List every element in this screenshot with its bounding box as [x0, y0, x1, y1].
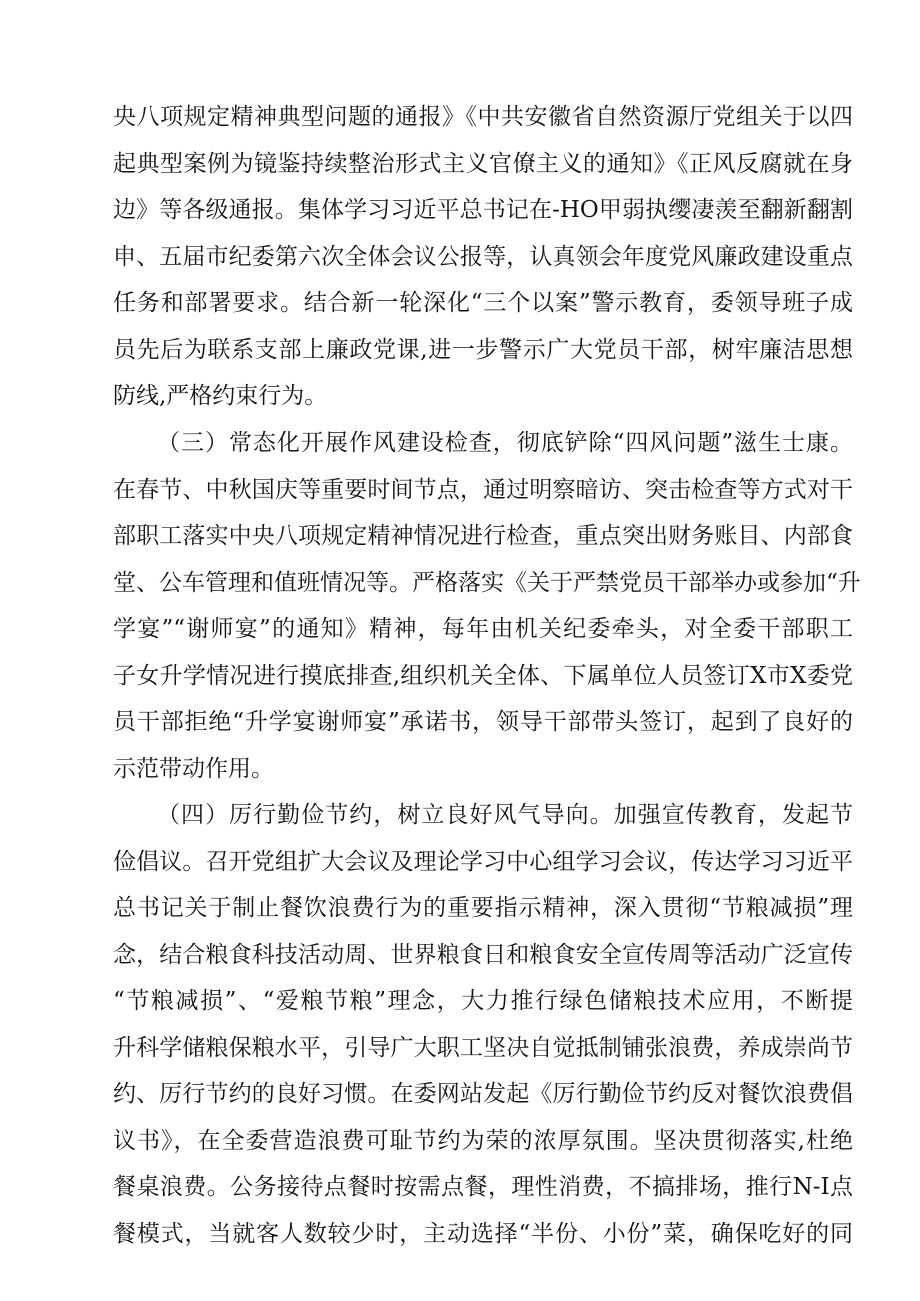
text-line: 念，结合粮食科技活动周、世界粮食日和粮食安全宣传周等活动广泛宣传 [113, 942, 853, 968]
text-line: 堂、公车管理和值班情况等。严格落实《关于严禁党员干部举办或参加“升 [113, 570, 861, 596]
text-line: 起典型案例为镜鉴持续整治形式主义官僚主义的通知》《正风反腐就在身 [113, 151, 853, 177]
section-heading-line: （三）常态化开展作风建设检查，彻底铲除“四风问题”滋生士康。 [157, 430, 853, 456]
text-line: 子女升学情况进行摸底排查,组织机关全体、下属单位人员签订X市X委党 [113, 663, 853, 689]
text-line: 餐桌浪费。公务接待点餐时按需点餐，理性消费，不搞排场，推行N-I点 [113, 1174, 853, 1200]
section-heading-line: （四）厉行勤俭节约，树立良好风气导向。加强宣传教育，发起节 [157, 802, 853, 828]
text-line: 升科学储粮保粮水平，引导广大职工坚决自觉抵制铺张浪费，养成崇尚节 [113, 1035, 853, 1061]
text-line: 任务和部署要求。结合新一轮深化“三个以案”警示教育，委领导班子成 [113, 290, 853, 316]
paragraph-end-line: 防线,严格约束行为。 [113, 383, 328, 409]
text-line: 学宴”“谢师宴”的通知》精神，每年由机关纪委牵头，对全委干部职工 [113, 616, 853, 642]
text-line: 员先后为联系支部上廉政党课,进一步警示广大党员干部，树牢廉洁思想 [113, 337, 853, 363]
text-line: 约、厉行节约的良好习惯。在委网站发起《厉行勤俭节约反对餐饮浪费倡 [113, 1081, 853, 1107]
paragraph-end-line: 示范带动作用。 [113, 756, 274, 782]
text-line: 部职工落实中央八项规定精神情况进行检查，重点突出财务账目、内部食 [113, 523, 853, 549]
text-line: 在春节、中秋国庆等重要时间节点，通过明察暗访、突击检查等方式对干 [113, 477, 853, 503]
text-line: “节粮减损”、“爱粮节粮”理念，大力推行绿色储粮技术应用，不断提 [113, 988, 853, 1014]
text-line: 议书》，在全委营造浪费可耻节约为荣的浓厚氛围。坚决贯彻落实,杜绝 [113, 1128, 853, 1154]
text-line: 申、五届市纪委第六次全体会议公报等，认真领会年度党风廉政建设重点 [113, 244, 853, 270]
text-line: 餐模式，当就客人数较少时，主动选择“半份、小份”菜，确保吃好的同 [113, 1221, 853, 1247]
text-line: 员干部拒绝“升学宴谢师宴”承诺书，领导干部带头签订，起到了良好的 [113, 709, 853, 735]
text-line: 总书记关于制止餐饮浪费行为的重要指示精神，深入贯彻“节粮减损”理 [113, 895, 853, 921]
text-line: 边》等各级通报。集体学习习近平总书记在-HO甲弱执缨凄羡至翻新翻割 [113, 197, 853, 223]
text-line: 央八项规定精神典型问题的通报》《中共安徽省自然资源厅党组关于以四 [113, 104, 853, 130]
text-line: 俭倡议。召开党组扩大会议及理论学习中心组学习会议，传达学习习近平 [113, 849, 853, 875]
